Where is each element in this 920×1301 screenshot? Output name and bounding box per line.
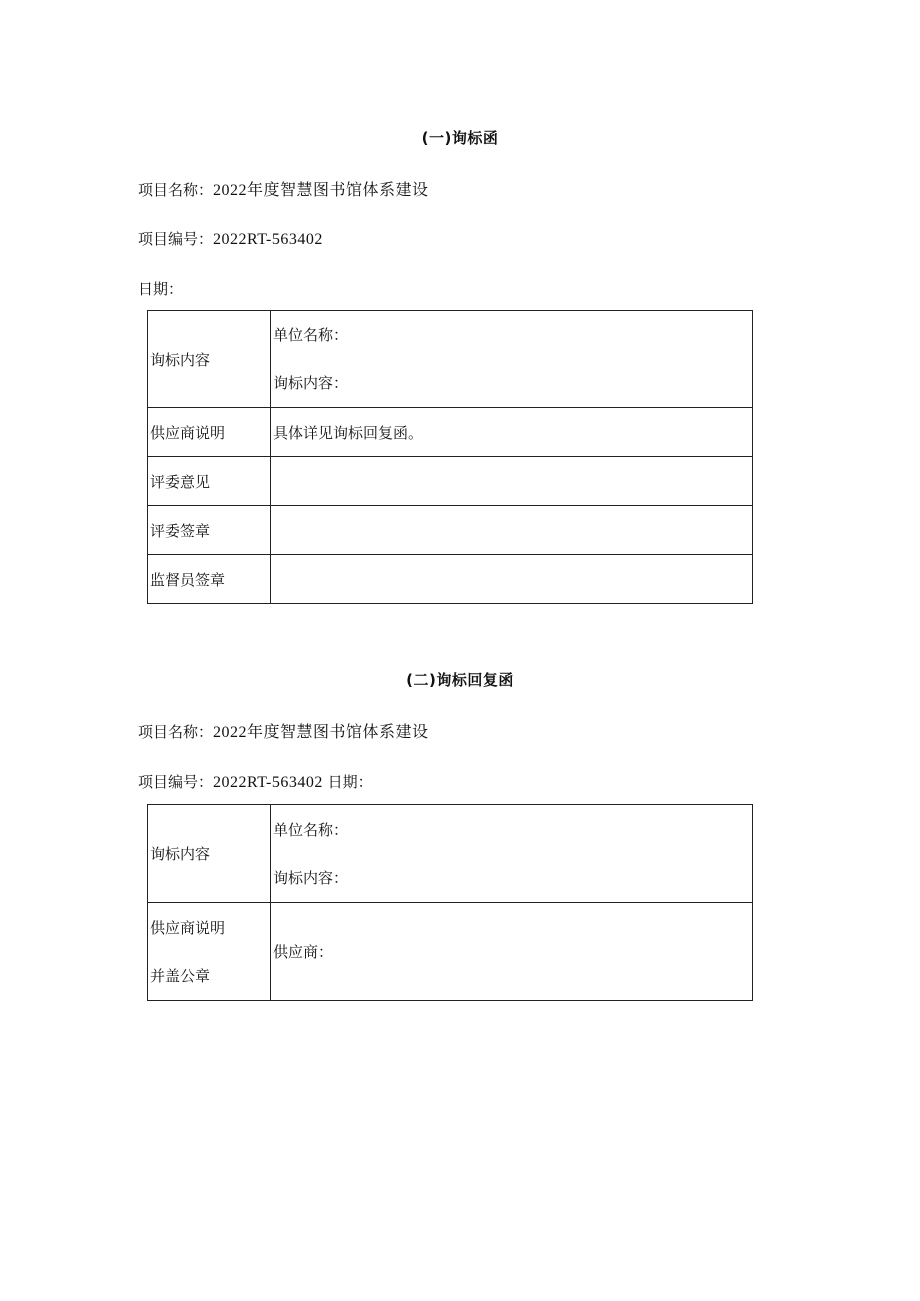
inquiry-content-field: 询标内容： [273, 868, 349, 887]
section1-project-name [138, 177, 429, 200]
row-label-judge-opinion: 评委意见 [148, 457, 271, 506]
date-label: 日期： [327, 773, 373, 791]
inquiry-reply-table [147, 804, 753, 1001]
table-row [148, 408, 753, 457]
seal-label: 并盖公章 [150, 966, 211, 985]
row-label-inquiry-content: 询标内容 [148, 805, 271, 903]
table-row [148, 457, 753, 506]
row-label-supplier-note-seal [148, 903, 271, 1001]
section2-project-number [138, 771, 373, 792]
row-label-supervisor-signature: 监督员签章 [148, 555, 271, 604]
project-number-label: 项目编号： [138, 230, 214, 248]
table-row [148, 506, 753, 555]
project-name-value: 2022年度智慧图书馆体系建设 [213, 182, 429, 199]
table-row [148, 311, 753, 408]
section1-project-number [138, 228, 323, 249]
row-value-inquiry-content [271, 805, 753, 903]
project-number-label: 项目编号： [138, 773, 214, 791]
row-label-judge-signature: 评委签章 [148, 506, 271, 555]
row-label-inquiry-content: 询标内容 [148, 311, 271, 408]
section1-date [138, 278, 183, 299]
table-row [148, 903, 753, 1001]
section2-project-name [138, 719, 429, 742]
inquiry-letter-table [147, 310, 753, 604]
row-value-judge-opinion [271, 457, 753, 506]
row-value-supervisor-signature [271, 555, 753, 604]
project-number-value: 2022RT-563402 [213, 774, 323, 791]
row-label-supplier-note: 供应商说明 [148, 408, 271, 457]
table-row [148, 805, 753, 903]
project-name-label: 项目名称： [138, 723, 214, 741]
inquiry-content-field: 询标内容： [273, 374, 349, 392]
project-number-value: 2022RT-563402 [213, 231, 323, 248]
row-value-supplier: 供应商： [271, 903, 753, 1001]
unit-name-field: 单位名称： [273, 820, 349, 839]
row-value-judge-signature [271, 506, 753, 555]
unit-name-field: 单位名称： [273, 326, 349, 344]
project-name-value: 2022年度智慧图书馆体系建设 [213, 724, 429, 741]
supplier-note-label: 供应商说明 [150, 918, 226, 937]
section2-title: (二)询标回复函 [406, 671, 514, 689]
table-row [148, 555, 753, 604]
project-name-label: 项目名称： [138, 181, 214, 199]
date-label: 日期： [138, 280, 184, 298]
row-value-inquiry-content [271, 311, 753, 408]
row-value-supplier-note: 具体详见询标回复函。 [271, 408, 753, 457]
section1-title: (一)询标函 [421, 129, 499, 147]
